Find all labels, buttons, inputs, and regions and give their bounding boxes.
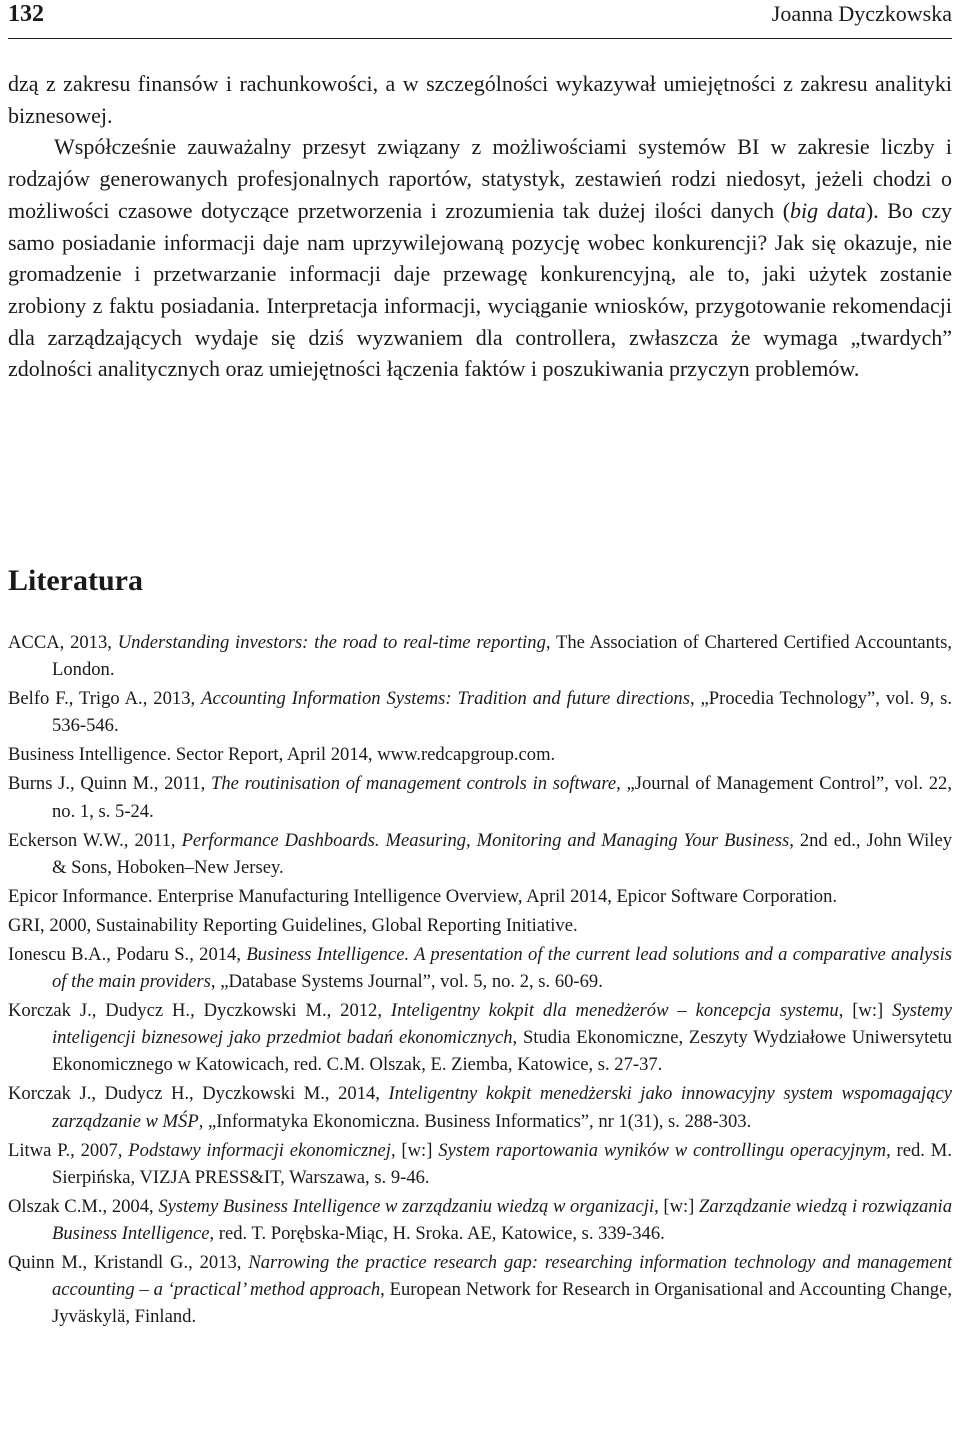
reference-title: Zarządzanie wiedzą i rozwiązania Business Intelligence	[52, 1195, 953, 1245]
reference-text: GRI, 2000, Sustainability Reporting Guidelines, Global Reporting Initiative.	[8, 914, 578, 936]
paragraph-text: ). Bo czy samo posiadanie informacji daje nam uprzywilejowaną pozycję wobec konkurencji? Jak się okazuje, nie gromadzenie i przetwarzanie informacji daje przewagę konkurencyjną, ale to, jaki użytek zostanie zrobiony z faktu posiadania. Interpretacja informacji, wyciąganie wniosków, przygotowanie rekomendacji dla zarządzających wydaje się dziś wyzwaniem dla controllera, zwłaszcza że wymaga „twardych” zdolności analitycznych oraz umiejętności łączenia faktów i poszukiwania przyczyn problemów.	[8, 197, 952, 382]
emphasis-term: big data	[790, 197, 866, 223]
reference-entry	[8, 741, 952, 768]
reference-text: Epicor Informance. Enterprise Manufacturing Intelligence Overview, April 2014, Epicor Software Corporation.	[8, 885, 838, 907]
section-heading: Literatura	[8, 564, 143, 597]
reference-text: , „Informatyka Ekonomiczna. Business Informatics”, nr 1(31), s. 288-303.	[198, 1110, 752, 1132]
reference-text: ACCA, 2013,	[8, 632, 118, 653]
reference-entry	[8, 1193, 952, 1247]
reference-entry	[8, 1137, 952, 1191]
reference-title: Understanding investors: the road to real-time reporting	[117, 632, 546, 653]
reference-entry	[8, 827, 952, 881]
reference-text: , [w:]	[654, 1195, 700, 1217]
reference-text: , „Procedia Technology”, vol. 9, s. 536-546.	[52, 688, 952, 737]
reference-title: Systemy Business Intelligence w zarządzaniu wiedzą w organizacji	[158, 1195, 655, 1217]
paragraph-text: Współcześnie zauważalny przesyt związany z możliwościami systemów BI w zakresie liczby i rodzajów generowanych profesjonalnych raportów, statystyk, zestawień rodzi niedosyt, jeżeli chodzi o możliwości czasowe dotyczące przetworzenia i zrozumienia tak dużej ilości danych (	[8, 134, 952, 223]
reference-text: , [w:]	[838, 1000, 893, 1022]
page-number: 132	[8, 1, 44, 27]
reference-text: , 2nd ed., John Wiley & Sons, Hoboken–New Jersey.	[52, 829, 952, 878]
reference-text: Business Intelligence. Sector Report, April 2014, www.redcapgroup.com.	[8, 744, 556, 766]
reference-title: Narrowing the practice research gap: researching information technology and management accounting – a ‘practical’ method approach	[52, 1252, 952, 1301]
reference-text: , The Association of Chartered Certified Accountants, London.	[52, 632, 952, 681]
body-text	[8, 68, 952, 385]
reference-title: Business Intelligence. A presentation of the current lead solutions and a comparative analysis of the main providers	[52, 943, 952, 993]
paragraph	[8, 131, 952, 385]
reference-text: , „Journal of Management Control”, vol. 22, no. 1, s. 5-24.	[52, 773, 952, 822]
reference-text: , red. T. Porębska-Miąc, H. Sroka. AE, Katowice, s. 339-346.	[209, 1223, 665, 1245]
reference-text: Litwa P., 2007,	[8, 1139, 129, 1161]
reference-text: Quinn M., Kristandl G., 2013,	[8, 1252, 249, 1274]
paragraph-continued: dzą z zakresu finansów i rachunkowości, a w szczególności wykazywał umiejętności z zakresu analityki biznesowej.	[8, 71, 952, 128]
reference-text: Eckerson W.W., 2011,	[8, 829, 182, 851]
reference-text: Korczak J., Dudycz H., Dyczkowski M., 2012,	[8, 1000, 391, 1022]
reference-title: The routinisation of management controls in software	[211, 773, 617, 795]
reference-title: Inteligentny kokpit menedżerski jako innowacyjny system wspomagający zarządzanie w MŚP	[52, 1083, 952, 1132]
reference-text: Burns J., Quinn M., 2011,	[8, 773, 211, 795]
reference-entry	[8, 997, 952, 1079]
reference-text: , [w:]	[390, 1139, 439, 1161]
reference-text: , red. M. Sierpińska, VIZJA PRESS&IT, Warszawa, s. 9-46.	[52, 1139, 952, 1188]
reference-title: Systemy inteligencji biznesowej jako przedmiot badań ekonomicznych	[52, 1000, 952, 1049]
reference-title: Inteligentny kokpit dla menedżerów – koncepcja systemu	[390, 1000, 839, 1022]
reference-text: Olszak C.M., 2004,	[8, 1195, 159, 1217]
reference-text: Ionescu B.A., Podaru S., 2014,	[8, 943, 247, 965]
reference-text: , Studia Ekonomiczne, Zeszyty Wydziałowe Uniwersytetu Ekonomicznego w Katowicach, red. C.M. Olszak, E. Ziemba, Katowice, s. 27-37.	[52, 1027, 952, 1076]
reference-text: , „Database Systems Journal”, vol. 5, no. 2, s. 60-69.	[210, 971, 603, 993]
reference-entry	[8, 883, 952, 910]
reference-entry	[8, 1080, 952, 1134]
reference-entry	[8, 912, 952, 939]
reference-entry	[8, 629, 952, 683]
reference-title: Accounting Information Systems: Tradition and future directions	[201, 688, 690, 710]
reference-entry	[8, 941, 952, 995]
reference-title: Performance Dashboards. Measuring, Monitoring and Managing Your Business	[181, 829, 790, 851]
reference-title: Podstawy informacji ekonomicznej	[128, 1139, 391, 1161]
running-header	[8, 0, 952, 39]
reference-text: Korczak J., Dudycz H., Dyczkowski M., 2014,	[8, 1083, 389, 1105]
reference-entry	[8, 1249, 952, 1331]
running-header-author: Joanna Dyczkowska	[771, 1, 952, 26]
reference-entry	[8, 770, 952, 824]
reference-text: , European Network for Research in Organisational and Accounting Change, Jyväskylä, Finland.	[52, 1279, 952, 1328]
reference-title: System raportowania wyników w controllingu operacyjnym	[438, 1139, 887, 1161]
reference-list	[8, 629, 952, 1332]
reference-text: Belfo F., Trigo A., 2013,	[8, 688, 202, 710]
reference-entry	[8, 685, 952, 739]
